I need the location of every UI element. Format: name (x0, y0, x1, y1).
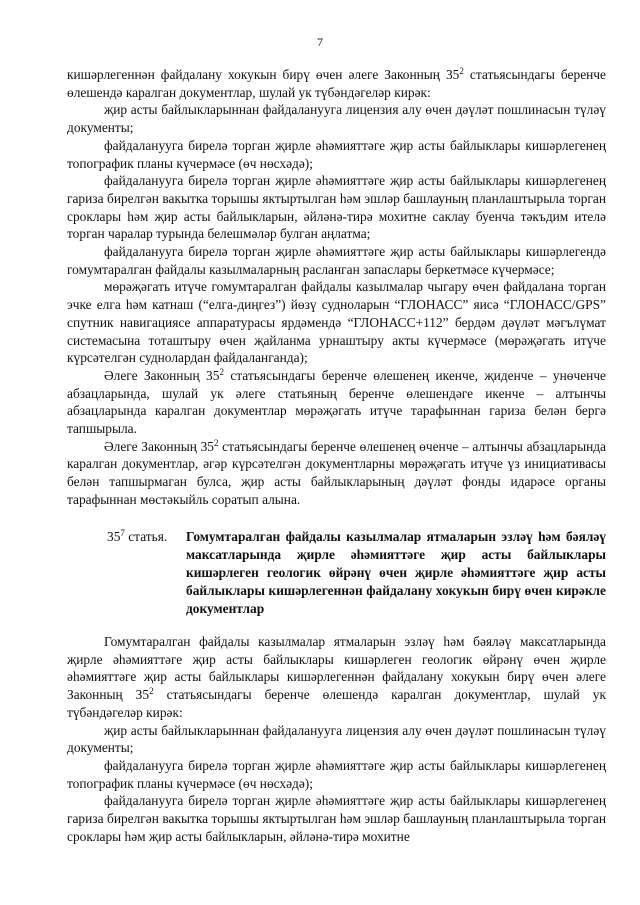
article-number-superscript: 7 (120, 528, 125, 538)
list-item-explanatory-note: файдаланууга бирелә торган җирле әһәмияттәге җир асты байлыклары кишәрлегенең гариза бирелгән вакытка торышы яктыртылган һәм эшләр башлауның планлаштырыла торган сроклары һәм җир асты байлыкларын, әйләнә-тирә мохитне саклау буенча тәкъдим ителә торган чаралар турында белешмәләр булган аңлатма; (67, 173, 606, 242)
body2-item-explanatory-note: файдаланууга бирелә торган җирле әһәмияттәге җир асты байлыклары кишәрлегенең гариза бирелгән вакытка торышы яктыртылган һәм эшләр башлауның планлаштырыла торган сроклары һәм җир асты байлыкларын, әйләнә-тирә мохитне (67, 793, 606, 844)
para-two-text-b: статьясындагы беренче өлешенең икенче, җиденче – унөченче абзацларында, шулай ук әлеге статьяның беренче өлешендәге икенче – алтынчы абзацларында каралган документлар мөрәҗәгать итүче тарафыннан гариза белән бергә тапшырыла. (67, 367, 607, 437)
article-number (107, 528, 167, 546)
body2-intro-text-a: Гомумтаралган файдалы казылмалар ятмаларын эзләү һәм бәяләү максатларында җирле әһәмияттәге җир асты байлыклары кишәрлеген геологик өйрәнү өчен җирле әһәмияттәге җир асты байлыклары кишәрлегеннән файдалану хокукын бирү өчен әлеге Законның 35 (67, 634, 606, 703)
body2-intro-text-b: статьясындагы беренче өлешендә каралган документлар, шулай ук түбәндәгеләр кирәк: (67, 687, 606, 720)
article-title: Гомумтаралган файдалы казылмалар ятмаларын эзләү һәм бәяләү максатларында җирле әһәмияттәге җир асты байлыклары кишәрлеген геологик өйрәнү өчен җирле әһәмияттәге җир асты байлыклары кишәрлегеннән файдалану хокукын бирү өчен кирәкле документлар (186, 529, 606, 616)
para-two-text-a: Әлеге Законның 35 (104, 367, 220, 383)
para-three-superscript: 2 (213, 437, 219, 448)
paragraph-submission-together (67, 367, 606, 438)
intro-text-b: статьясындагы беренче өлешендә каралган документлар, шулай ук түбәндәгеләр кирәк: (67, 67, 606, 100)
list-item-reserves-protocol: файдаланууга бирелә торган җирле әһәмияттәге җир асты байлыклары кишәрлегендә гомумтаралган файдалы казылмаларның расланган запаслары беркетмәсе күчермәсе; (67, 244, 606, 277)
section-35-7-intro (67, 633, 606, 722)
para-three-text-b: статьясындагы беренче өлешенең өченче – алтынчы абзацларында каралган документлар, әгәр күрсәтелгән документларны мөрәҗәгать итүче үз инициативасы белән тапшырмаган булса, җир асты байлыкларының дәүләт фонды идарәсе органы тарафыннан мөстәкыйль соратып алына. (67, 438, 606, 507)
body2-item-license-fee: җир асты байлыкларыннан файдаланууга лицензия алу өчен дәүләт пошлинасын түләү документы; (67, 722, 606, 756)
section-35-7-body (67, 633, 606, 845)
intro-superscript: 2 (459, 66, 464, 76)
para-two-superscript: 2 (219, 366, 224, 377)
body2-intro-superscript: 2 (149, 686, 154, 697)
article-number-base: 35 (107, 529, 121, 544)
list-item-glonass-act: мөрәҗәгать итүче гомумтаралган файдалы казылмалар чыгару өчен файдалана торган эчке елга һәм катнаш (“елга-диңгез”) йөзү судноларын “ГЛОНАСС” яисә “ГЛОНАСС/GPS” спутник навигациясе аппаратурасы ярдәмендә “ГЛОНАСС+112” бердәм дәүләт мәгълүмат системасына тоташтыру өчен җайланма урнаштыру акты күчермәсе (мөрәҗәгать итүче күрсәтелгән суднолардан файдаланганда); (67, 279, 606, 366)
intro-paragraph (67, 66, 606, 101)
intro-text-a: кишәрлегеннән файдалану хокукын бирү өчен әлеге Законның 35 (67, 67, 460, 82)
article-heading (107, 528, 606, 618)
para-three-text-a: Әлеге Законның 35 (104, 438, 214, 454)
body2-item-topographic-plan: файдаланууга бирелә торган җирле әһәмияттәге җир асты байлыклары кишәрлегенең топографик планы күчермәсе (өч нөсхәдә); (67, 757, 606, 791)
paragraph-independent-request (67, 438, 606, 509)
list-item-license-fee: җир асты байлыкларыннан файдаланууга лицензия алу өчен дәүләт пошлинасын түләү документы; (67, 102, 606, 136)
page-number: 7 (317, 35, 323, 49)
list-item-topographic-plan: файдаланууга бирелә торган җирле әһәмияттәге җир асты байлыклары кишәрлегенең топографик планы күчермәсе (өч нөсхәдә); (67, 137, 606, 171)
section-35-6-continuation (67, 66, 606, 509)
article-word: статья. (124, 529, 168, 544)
